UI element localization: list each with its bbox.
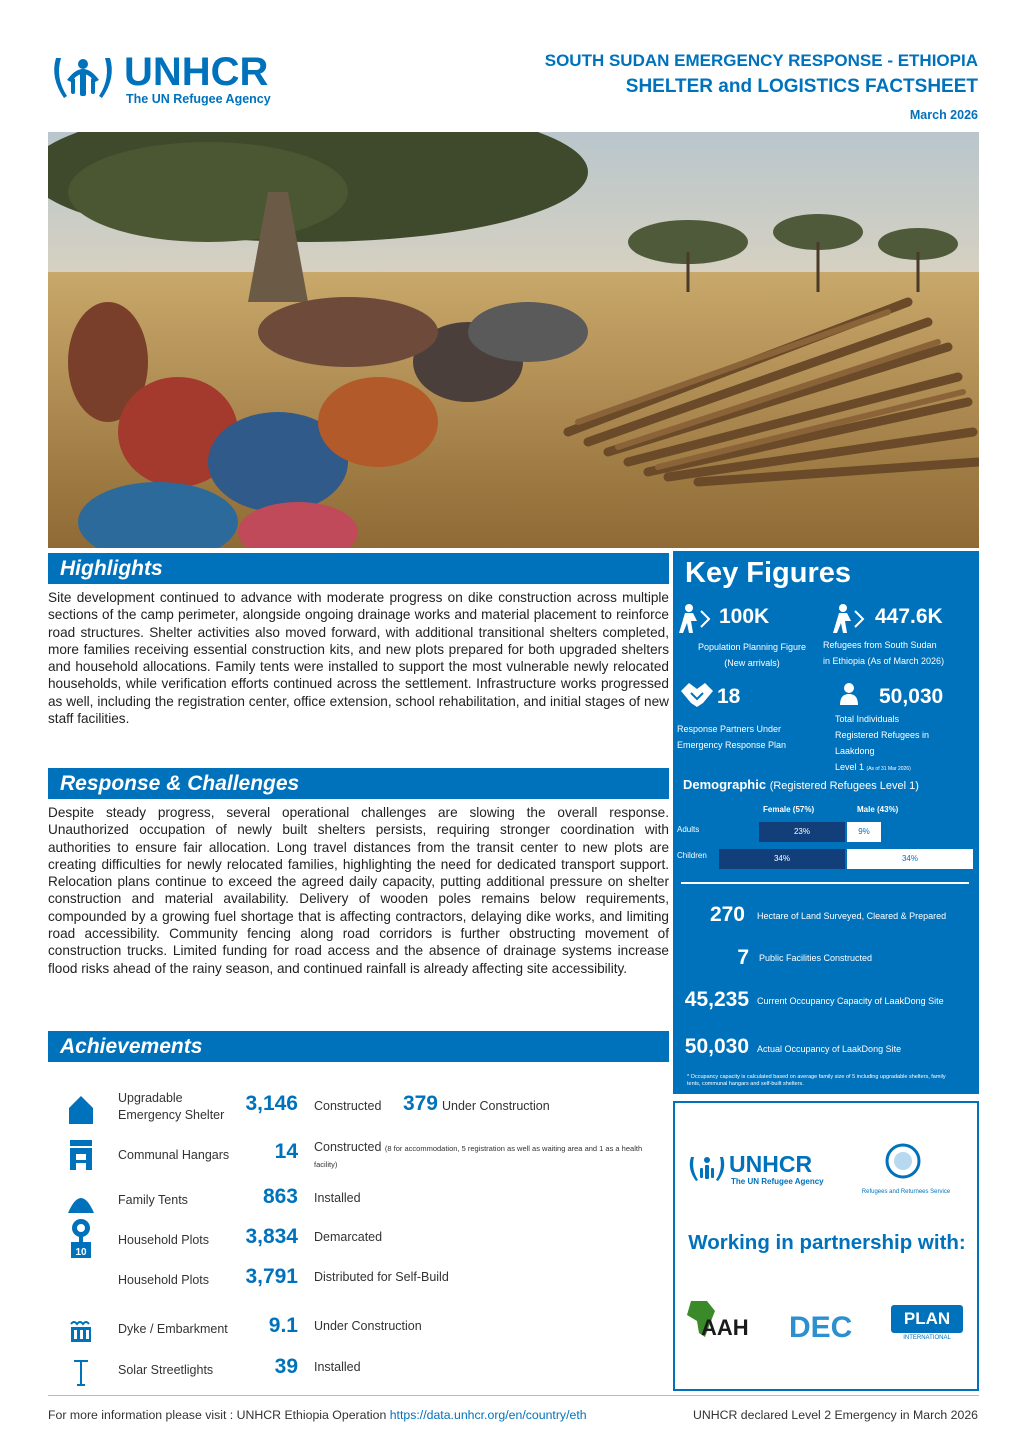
achievement-value: 39: [274, 1355, 298, 1378]
achievement-desc: Installed: [314, 1360, 361, 1374]
achievement-desc: Distributed for Self-Build: [314, 1270, 449, 1284]
planning-figure-value: 100K: [719, 605, 770, 628]
achievement-value-secondary: 379: [402, 1092, 438, 1115]
response-challenges-heading: Response & Challenges: [48, 768, 669, 799]
partners-label: [677, 721, 827, 753]
achievement-label: Upgradable Emergency Shelter: [118, 1091, 225, 1122]
unhcr-logo-subtitle: The UN Refugee Agency: [126, 92, 271, 106]
achievement-value: 3,146: [245, 1092, 298, 1115]
partner-rrs-name: Refugees and Returnees Service: [861, 1189, 951, 1195]
achievement-note: (8 for accommodation, 5 registration as well as waiting area and 1 as a health facility): [314, 1144, 643, 1169]
key-figures-panel: [673, 551, 979, 1094]
key-figures-divider: [681, 882, 969, 884]
stat-facilities-value: 7: [737, 946, 749, 969]
unhcr-logo-name: UNHCR: [124, 50, 269, 94]
achievement-value: 14: [274, 1140, 298, 1163]
plot-pin-icon: [66, 1217, 96, 1263]
achievement-row-hangars: [48, 1138, 668, 1178]
partners-label-line2: Emergency Response Plan: [677, 740, 787, 750]
adults-female-bar: 23%: [759, 822, 845, 842]
children-label: Children: [677, 851, 707, 860]
planning-figure-label: [677, 639, 827, 671]
house-icon: [66, 1092, 96, 1128]
children-female-bar: 34%: [719, 849, 845, 869]
achievement-row-plots-demarcated: [48, 1223, 668, 1263]
footer-info: [48, 1408, 587, 1422]
achievement-desc-secondary: Under Construction: [442, 1099, 550, 1113]
demographic-title: [683, 777, 919, 792]
footer-divider: [48, 1395, 979, 1396]
achievement-label: Dyke / Embarkment: [118, 1322, 228, 1336]
svg-text:10: 10: [75, 1247, 87, 1258]
registered-label-line2: Registered Refugees in: [835, 730, 930, 740]
registered-label: [835, 711, 975, 777]
partner-plan-sub: INTERNATIONAL: [903, 1335, 951, 1341]
achievement-desc: Under Construction: [314, 1319, 422, 1333]
achievement-row-tents: [48, 1183, 668, 1223]
achievement-desc: Constructed: [314, 1140, 382, 1154]
hangar-icon: [66, 1138, 96, 1174]
refugees-label-line1: Refugees from South Sudan: [823, 640, 937, 650]
handshake-icon: [679, 679, 715, 709]
achievement-label: Solar Streetlights: [118, 1363, 214, 1377]
partner-aah-logo: AAH: [701, 1315, 749, 1340]
registered-label-line3: Laakdong: [835, 746, 875, 756]
achievement-row-plots-distributed: [48, 1263, 668, 1303]
key-figures-heading: Key Figures: [685, 557, 851, 589]
stat-capacity-label: Current Occupancy Capacity of LaakDong Site: [757, 996, 944, 1006]
achievement-desc-with-note: [314, 1140, 654, 1172]
partners-value: 18: [717, 685, 741, 708]
achievement-value: 3,834: [245, 1225, 298, 1248]
response-challenges-text: Despite steady progress, several operational challenges are slowing the overall response. Unauthorized occupation of newly built shelters persists, requiring stronger coordination with authorities to ensure fair allocation. Long travel distances from the transit center to new plots are creating difficulties for newly relocated families, highlighting the need for dedicated transport support. Relocation plans continue to exceed the agreed daily capacity, putting additional pressure on shelter construction and material availability. Delivery of wooden poles remains below requirements, compounded by a growing fuel shortage that is affecting contractors, delaying dike works, and limiting road accessibility. Community fencing along road corridors is further obstructing movement of construction trucks. Limited funding for road access and the absence of drainage systems increase flood risks ahead of the rainy season, and continued rainfall is already affecting site accessibility.: [48, 805, 669, 976]
people-moving-icon: [679, 603, 713, 635]
rrs-logo-icon: [883, 1141, 923, 1181]
title-line-1: SOUTH SUDAN EMERGENCY RESPONSE - ETHIOPIA: [544, 51, 978, 70]
refugees-label: [823, 637, 979, 669]
partners-box: [673, 1101, 979, 1391]
achievement-label: Communal Hangars: [118, 1148, 230, 1162]
stat-hectare-label: Hectare of Land Surveyed, Cleared & Prepared: [757, 911, 947, 921]
refugees-value: 447.6K: [875, 605, 943, 628]
registered-value: 50,030: [879, 685, 944, 708]
planning-figure-label-line2: (New arrivals): [724, 658, 780, 668]
partner-unhcr-name: UNHCR: [729, 1151, 813, 1177]
footer-info-text: For more information please visit : UNHCR Ethiopia Operation: [48, 1408, 390, 1422]
children-male-bar: 34%: [847, 849, 973, 869]
achievement-desc: Demarcated: [314, 1230, 383, 1244]
achievement-value: 3,791: [245, 1265, 298, 1288]
partner-dec-logo: DEC: [789, 1311, 853, 1344]
stat-facilities-label: Public Facilities Constructed: [759, 953, 873, 963]
achievement-row-shelter: [48, 1090, 668, 1130]
stat-capacity-value: 45,235: [684, 988, 749, 1011]
registered-label-line1: Total Individuals: [835, 714, 900, 724]
registered-label-line4: Level 1: [835, 762, 865, 772]
unhcr-emblem-icon: [48, 48, 118, 108]
title-line-2: SHELTER and LOGISTICS FACTSHEET: [625, 76, 978, 97]
adults-male-bar: 9%: [847, 822, 881, 842]
footer-emergency-note: UNHCR declared Level 2 Emergency in March 2026: [692, 1408, 978, 1422]
refugees-moving-icon: [833, 603, 867, 635]
adults-label: Adults: [677, 825, 700, 834]
highlights-text: Site development continued to advance with moderate progress on dike construction across multiple sections of the camp perimeter, alongside ongoing drainage works and material placement to reinforce road structures. Shelter activities also moved forward, with additional transitional shelters completed, more families receiving essential construction kits, and new plots prepared for both upgraded shelters and household allocations. Family tents were installed to support the most vulnerable newly relocated households, while verification efforts continued across the settlement. Infrastructure works progressed as well, including the registration center, office extension, school rehabilitation, and initial stages of new staff facilities.: [48, 590, 669, 727]
hero-photo: [48, 132, 979, 548]
partners-label-line1: Response Partners Under: [677, 724, 782, 734]
achievements-heading: Achievements: [48, 1031, 669, 1062]
stat-hectare-value: 270: [709, 903, 745, 926]
achievement-label: Household Plots: [118, 1273, 210, 1287]
male-header: Male (43%): [857, 805, 899, 814]
achievement-label: Family Tents: [118, 1193, 188, 1207]
document-date: March 2026: [909, 108, 978, 122]
achievement-desc: Constructed: [314, 1099, 382, 1113]
document-title-block: [545, 50, 978, 128]
achievement-label: Household Plots: [118, 1233, 210, 1247]
highlights-heading: Highlights: [48, 553, 669, 584]
stat-occupancy-label: Actual Occupancy of LaakDong Site: [757, 1044, 902, 1054]
demographic-title-sub: (Registered Refugees Level 1): [769, 780, 919, 792]
partner-unhcr-sub: The UN Refugee Agency: [731, 1177, 824, 1186]
streetlight-icon: [66, 1355, 96, 1391]
achievement-value: 9.1: [268, 1314, 298, 1337]
registered-note: (As of 31 Mar 2026): [866, 766, 911, 772]
achievement-desc: Installed: [314, 1191, 361, 1205]
achievement-row-dyke: [48, 1312, 668, 1352]
unhcr-emblem-small-icon: [687, 1151, 727, 1185]
achievement-row-streetlights: [48, 1355, 668, 1395]
demographic-title-main: Demographic: [683, 777, 767, 792]
partnership-heading: Working in partnership with:: [688, 1231, 966, 1254]
key-figures-footnote: * Occupancy capacity is calculated based on average family size of 5 including upgradable shelters, family tents, communal hangars and self-built shelters.: [687, 1074, 946, 1087]
partner-plan-logo: PLAN: [891, 1305, 963, 1333]
planning-figure-label-line1: Population Planning Figure: [697, 642, 807, 652]
refugees-label-line2: in Ethiopia (As of March 2026): [823, 656, 945, 666]
stat-occupancy-value: 50,030: [684, 1035, 749, 1058]
female-header: Female (57%): [763, 805, 815, 814]
tent-icon: [66, 1183, 96, 1219]
unhcr-logo: [48, 48, 308, 108]
achievement-value: 863: [262, 1185, 298, 1208]
dyke-icon: [66, 1312, 96, 1348]
footer-data-link[interactable]: https://data.unhcr.org/en/country/eth: [389, 1408, 587, 1422]
person-icon: [839, 683, 859, 705]
